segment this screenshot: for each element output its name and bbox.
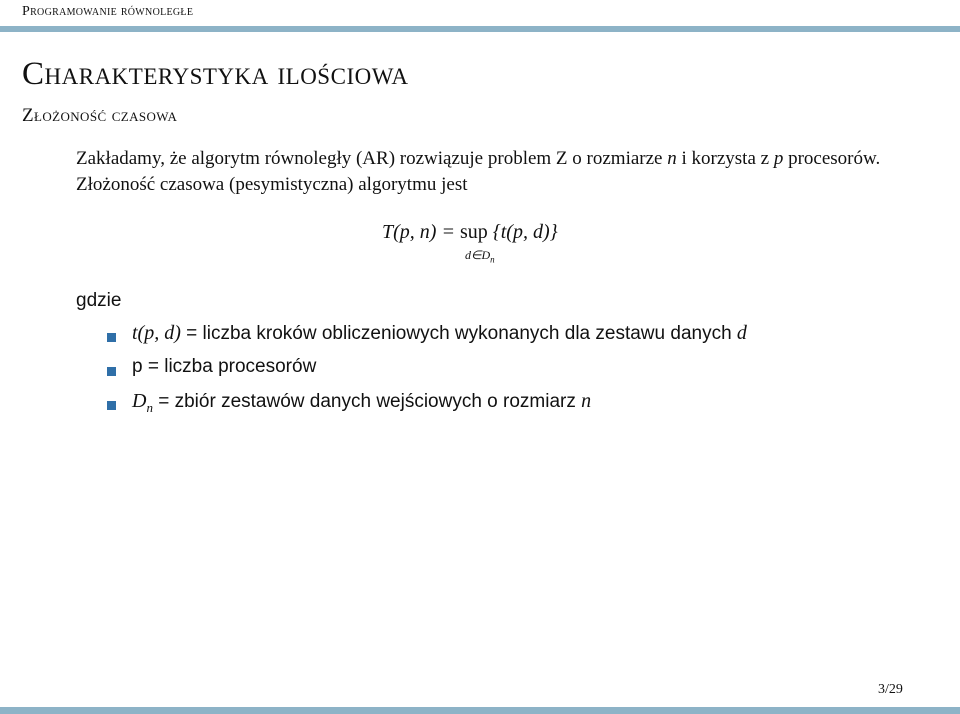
bottom-bar	[0, 707, 960, 714]
definition-math	[132, 390, 153, 415]
formula-operator: sup	[459, 221, 488, 243]
time-complexity-formula	[382, 221, 558, 244]
definition-text: p = liczba procesorów	[132, 356, 317, 377]
bullet-square-icon	[107, 333, 116, 342]
frame-title: Charakterystyka ilościowa	[22, 56, 409, 92]
definition-text: = zbiór zestawów danych wejściowych o rozmiarz	[152, 391, 582, 412]
bullet-square-icon	[107, 401, 116, 410]
formula-subscript-index: n	[490, 254, 495, 265]
intro-text-2: i korzysta z	[676, 148, 774, 169]
intro-text-1: Zakładamy, że algorytm równoległy (AR) rozwiązuje problem Z o rozmiarze	[76, 148, 668, 169]
definition-math-sub: n	[146, 400, 153, 415]
list-item	[105, 322, 747, 356]
list-item	[105, 390, 747, 424]
definition-tail-math: d	[736, 322, 747, 344]
formula-lhs: T(p, n) =	[382, 221, 460, 243]
definition-math-base: D	[132, 390, 147, 412]
top-bar	[0, 26, 960, 32]
intro-paragraph	[76, 146, 896, 198]
header-title: Programowanie równoległe	[22, 4, 194, 19]
definition-math: t(p, d)	[132, 322, 181, 344]
intro-text-3: procesorów. Złożoność czasowa (pesymistyczna) algorytmu jest	[76, 148, 881, 195]
frame-subtitle: Złożoność czasowa	[22, 105, 178, 126]
formula-subscript	[465, 248, 495, 264]
list-item	[105, 356, 747, 390]
definitions-list	[105, 322, 747, 424]
definition-tail-math: n	[581, 390, 592, 412]
intro-var-n: n	[667, 148, 677, 169]
formula-subscript-var: d∈D	[465, 248, 491, 262]
intro-var-p: p	[773, 148, 784, 169]
bullet-square-icon	[107, 367, 116, 376]
where-label: gdzie	[76, 290, 122, 311]
definition-text: = liczba kroków obliczeniowych wykonanych dla zestawu danych	[180, 323, 737, 344]
formula-rhs: {t(p, d)}	[487, 221, 558, 243]
page-number: 3/29	[878, 682, 903, 697]
